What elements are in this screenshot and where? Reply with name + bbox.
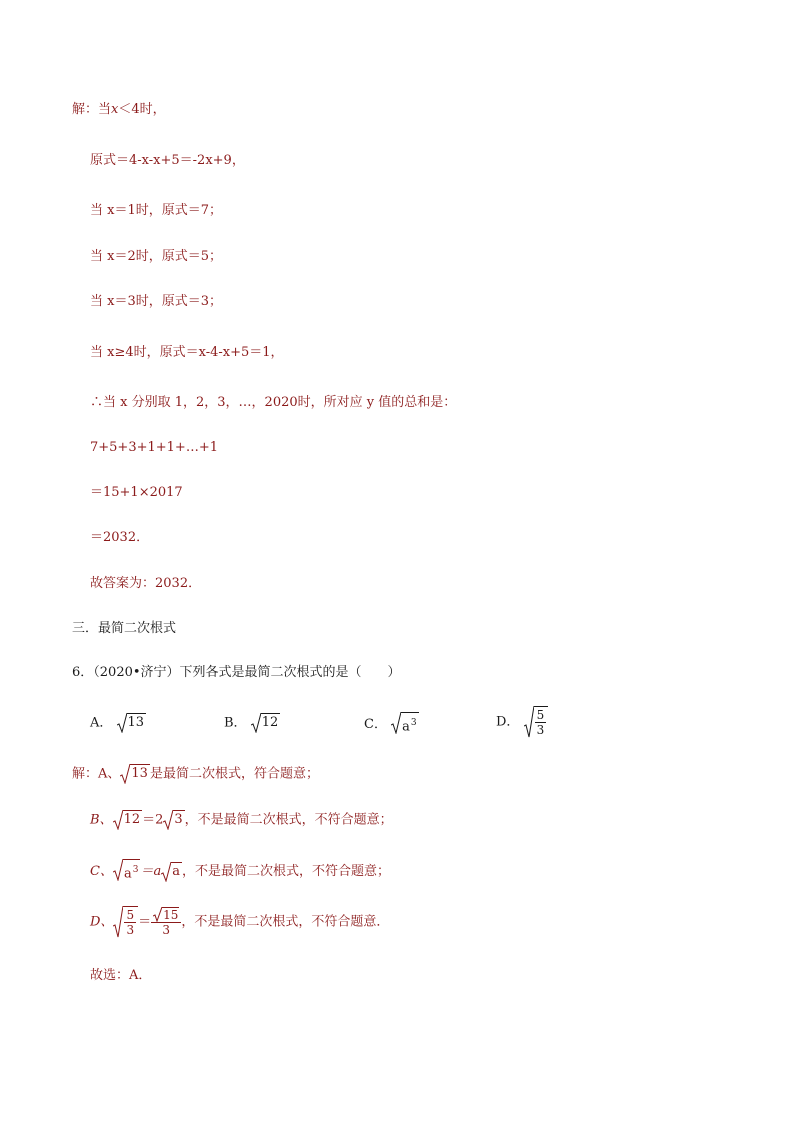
- solution-line: 当 x＝3时，原式＝3；: [90, 294, 223, 309]
- solution2-b-radicand: 12: [123, 810, 143, 830]
- section-heading: 三．最简二次根式: [72, 621, 177, 636]
- solution2-a-radicand: 13: [130, 764, 150, 784]
- solution2-d-equals: ＝: [138, 914, 152, 930]
- option-b: [224, 713, 280, 734]
- option-d-denominator: 3: [536, 723, 545, 737]
- solution2-c-equals: ＝a: [140, 864, 162, 880]
- solution-line: 当 x＝1时，原式＝7；: [90, 203, 223, 218]
- solution2-d-fraction: [124, 908, 136, 937]
- solution2-b-radicand-2: 3: [173, 810, 184, 830]
- solution2-d-result-denominator: 3: [162, 923, 171, 937]
- question-stem: 6．（2020•济宁）下列各式是最简二次根式的是（ ）: [72, 665, 401, 680]
- option-b-radicand: 12: [261, 713, 281, 733]
- sqrt-symbol: [524, 706, 549, 738]
- option-d-numerator: 5: [536, 708, 545, 722]
- solution2-c-text: ，不是最简二次根式，不符合题意；: [181, 864, 390, 880]
- option-a-letter: A．: [90, 715, 113, 731]
- option-c: [364, 712, 419, 737]
- solution-line: 7+5+3+1+1+…+1: [90, 440, 218, 455]
- solution2-a-label: 解：A、: [72, 766, 121, 782]
- solution2-b-equals: ＝2: [142, 812, 164, 828]
- solution-intro-prefix: 解：当: [72, 102, 112, 117]
- option-a-radicand: 13: [127, 713, 147, 733]
- sqrt-symbol: [161, 862, 182, 882]
- sqrt-symbol: [391, 712, 419, 737]
- solution2-c: [90, 859, 390, 884]
- option-a: [90, 713, 146, 734]
- sqrt-symbol: [117, 713, 147, 733]
- solution2-b: [90, 810, 393, 831]
- sqrt-symbol: [113, 906, 138, 938]
- solution-line: 当 x≥4时，原式＝x-4-x+5＝1，: [90, 345, 284, 360]
- solution2-answer: 故选：A．: [90, 968, 152, 983]
- solution-line: 当 x＝2时，原式＝5；: [90, 249, 223, 264]
- sqrt-symbol: [113, 859, 141, 884]
- solution-line: ∴当 x 分别取 1，2，3，…，2020时，所对应 y 值的总和是：: [90, 395, 457, 410]
- solution2-a-text: 是最简二次根式，符合题意；: [149, 766, 319, 782]
- solution2-d-result-numerator: 15: [163, 908, 179, 922]
- sqrt-symbol: [120, 764, 150, 784]
- solution2-c-base: a: [123, 866, 132, 882]
- sqrt-symbol: [251, 713, 281, 733]
- solution2-c-label: C、: [90, 864, 113, 880]
- solution-line: ＝2032．: [90, 530, 150, 545]
- solution2-d-label: D、: [90, 914, 114, 930]
- solution-intro-suffix: ＜4时，: [118, 102, 166, 117]
- solution2-d-result-fraction: [151, 907, 181, 937]
- solution-answer: 故答案为：2032．: [90, 576, 202, 591]
- solution2-c-radicand-2: a: [171, 862, 182, 882]
- solution-line: ＝15+1×2017: [90, 485, 183, 500]
- sqrt-symbol: [113, 810, 143, 830]
- option-c-letter: C．: [364, 717, 387, 733]
- solution2-b-label: B、: [90, 812, 113, 828]
- option-c-exponent: 3: [410, 718, 417, 728]
- option-b-letter: B．: [224, 715, 247, 731]
- solution2-a: [72, 764, 319, 785]
- solution-intro-variable: x: [111, 102, 119, 117]
- solution-line: 原式＝4-x-x+5＝-2x+9，: [90, 153, 245, 168]
- solution-intro: [72, 100, 166, 120]
- solution2-d-numerator: 5: [126, 908, 135, 922]
- option-d-letter: D．: [496, 714, 520, 730]
- solution2-c-exponent: 3: [132, 865, 139, 875]
- option-c-base: a: [402, 719, 410, 735]
- solution2-b-text: ，不是最简二次根式，不符合题意；: [184, 812, 393, 828]
- option-d: [496, 706, 548, 738]
- solution2-d: [90, 906, 389, 938]
- solution2-d-text: ，不是最简二次根式，不符合题意．: [181, 914, 390, 930]
- option-d-fraction: [535, 708, 547, 737]
- solution2-d-denominator: 3: [126, 923, 135, 937]
- sqrt-symbol: [163, 810, 184, 830]
